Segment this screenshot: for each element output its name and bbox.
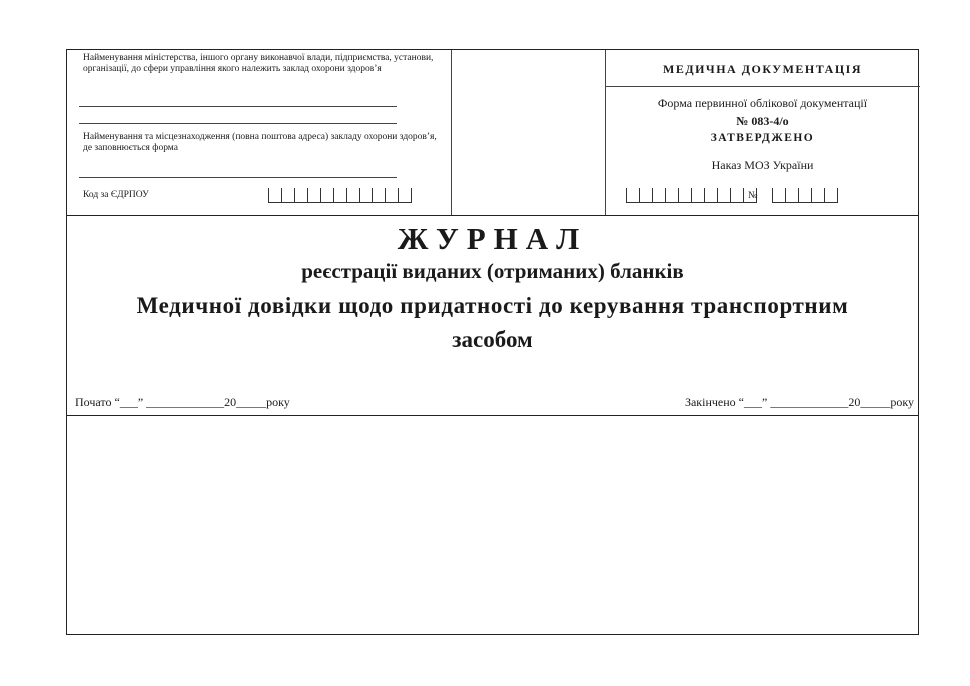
form-type-text: Форма первинної облікової документації (657, 96, 868, 110)
approved-label: ЗАТВЕРДЖЕНО (710, 132, 815, 144)
edrpou-code-boxes[interactable] (268, 188, 412, 203)
title-area (67, 215, 918, 416)
facility-label: Найменування та місцезнаходження (повна поштова адреса) закладу охорони здоров’я, де заповнюється форма (83, 132, 437, 153)
edrpou-label: Код за ЄДРПОУ (83, 190, 149, 200)
order-label: Наказ МОЗ України (711, 158, 814, 172)
journal-subtitle-line-3: засобом (452, 327, 533, 352)
facility-field-line[interactable] (79, 177, 397, 178)
form-number: № 083-4/о (736, 114, 789, 128)
ministry-label: Найменування міністерства, іншого органу виконавчої влади, підприємства, установи, організації, до сфери управління якого належить заклад охорони здоров’я (83, 53, 434, 74)
blank-body-area (67, 415, 918, 634)
form-header (67, 50, 918, 216)
end-date-field[interactable]: Закінчено “___” _____________20_____року (684, 395, 914, 409)
journal-subtitle-line-2: Медичної довідки щодо придатності до керування транспортним (136, 293, 849, 318)
form-frame (66, 49, 919, 635)
order-number-sign: № (748, 190, 758, 201)
med-doc-separator (605, 86, 920, 87)
journal-subtitle: реєстрації виданих (отриманих) бланків (301, 259, 684, 283)
medical-documentation-label: МЕДИЧНА ДОКУМЕНТАЦІЯ (663, 62, 862, 76)
order-date-boxes[interactable] (626, 188, 757, 203)
journal-title: ЖУРНАЛ (397, 221, 588, 256)
start-date-field[interactable]: Почато “___” _____________20_____року (75, 395, 290, 409)
ministry-field-line-2[interactable] (79, 123, 397, 124)
ministry-field-line[interactable] (79, 106, 397, 107)
header-divider-left (451, 50, 452, 215)
order-number-boxes[interactable] (772, 188, 838, 203)
